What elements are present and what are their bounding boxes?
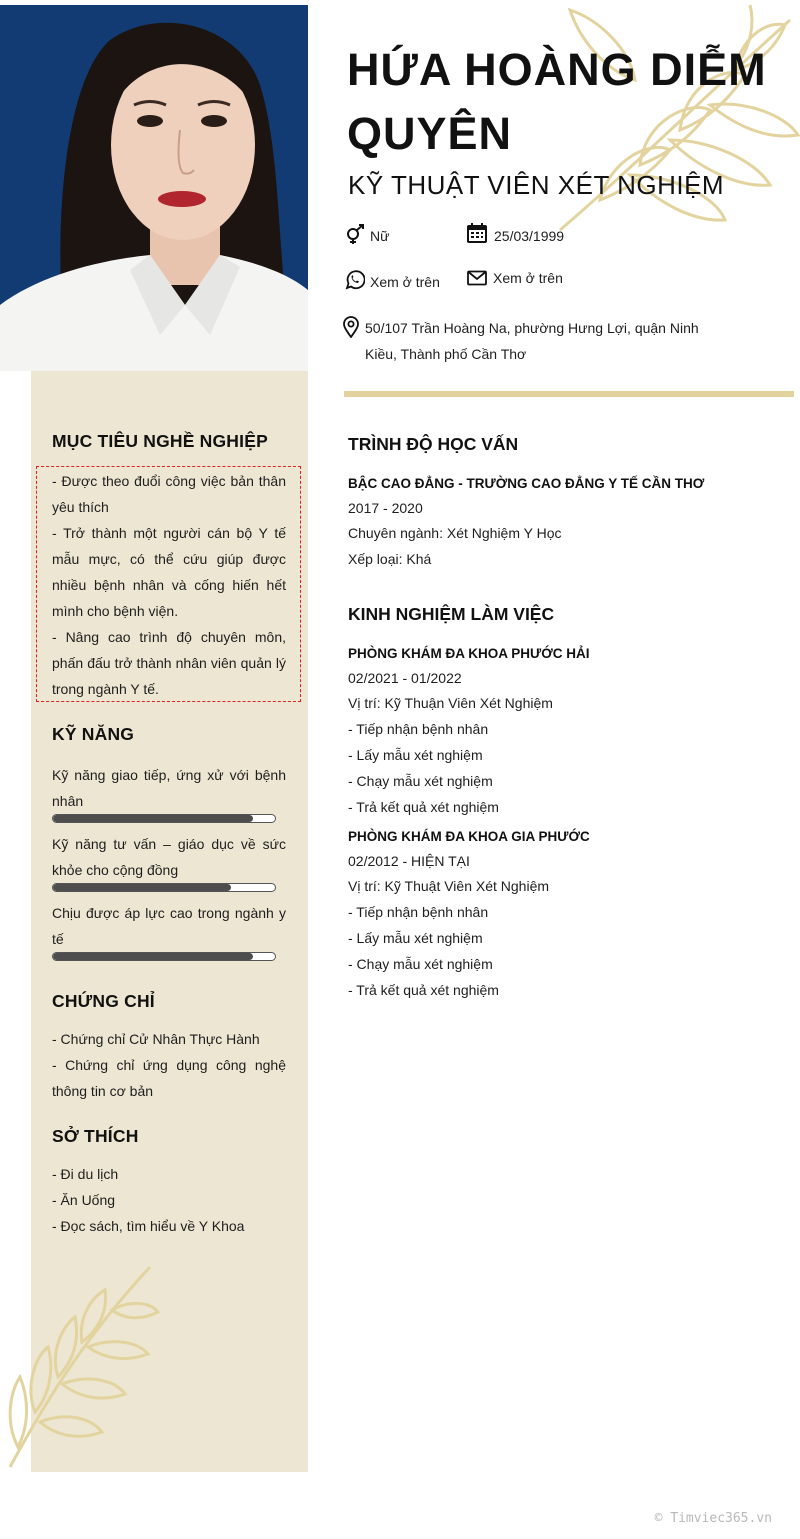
skill-label: Kỹ năng giao tiếp, ứng xử với bệnh nhân [52, 767, 286, 809]
hobby-item: - Đọc sách, tìm hiểu về Y Khoa [52, 1218, 245, 1234]
certificate-item: - Chứng chỉ Cử Nhân Thực Hành [52, 1031, 260, 1047]
education-major: Chuyên ngành: Xét Nghiệm Y Học [348, 525, 562, 541]
job-task: - Tiếp nhận bệnh nhân [348, 904, 489, 920]
certificate-item: - Chứng chỉ ứng dụng công nghệ thông tin cơ bản [52, 1057, 286, 1099]
birthdate-value: 25/03/1999 [494, 228, 565, 244]
job-period: 02/2012 - HIỆN TẠI [348, 853, 470, 869]
job-task: - Trả kết quả xét nghiệm [348, 982, 499, 998]
skill-label: Kỹ năng tư vấn – giáo dục về sức khỏe cho cộng đồng [52, 836, 286, 878]
job-title: KỸ THUẬT VIÊN XÉT NGHIỆM [348, 170, 725, 200]
job-task: - Chạy mẫu xét nghiệm [348, 956, 493, 972]
education-grade: Xếp loại: Khá [348, 551, 432, 567]
email-value: Xem ở trên [493, 270, 563, 286]
job-task: - Lấy mẫu xét nghiệm [348, 747, 483, 763]
job-company: PHÒNG KHÁM ĐA KHOA PHƯỚC HẢI [348, 646, 590, 661]
watermark: © Timviec365.vn [654, 1511, 772, 1526]
objective-line: - Trở thành một người cán bộ Y tế mẫu mực, có thể cứu giúp được nhiều bệnh nhân và cống hiến hết mình cho bệnh viện. [52, 525, 286, 619]
job-task: - Lấy mẫu xét nghiệm [348, 930, 483, 946]
leaf-decoration-bottom [0, 1262, 160, 1472]
job-tasks [348, 716, 499, 820]
skill-bar-fill [53, 953, 253, 960]
job-task: - Chạy mẫu xét nghiệm [348, 773, 493, 789]
calendar-icon [467, 223, 487, 243]
skill-bar [52, 883, 276, 892]
profile-photo [0, 5, 308, 371]
objective-line: - Nâng cao trình độ chuyên môn, phấn đấu trở thành nhân viên quản lý trong ngành Y tế. [52, 629, 286, 697]
address-value: 50/107 Trần Hoàng Na, phường Hưng Lợi, quận Ninh Kiều, Thành phố Cần Thơ [365, 320, 699, 362]
skill-bar [52, 814, 276, 823]
location-icon [343, 316, 359, 338]
skill-bar-fill [53, 815, 253, 822]
job-task: - Tiếp nhận bệnh nhân [348, 721, 489, 737]
skill-bar-fill [53, 884, 231, 891]
objective-line: - Được theo đuổi công việc bản thân yêu thích [52, 473, 286, 515]
objective-title: MỤC TIÊU NGHỀ NGHIỆP [52, 431, 268, 451]
skills-title: KỸ NĂNG [52, 724, 135, 744]
job-position: Vị trí: Kỹ Thuật Viên Xét Nghiệm [348, 878, 550, 894]
phone-icon [344, 269, 365, 290]
hobby-item: - Ăn Uống [52, 1192, 116, 1208]
certificates-text [52, 1026, 286, 1104]
job-period: 02/2021 - 01/2022 [348, 670, 462, 686]
candidate-name: HỨA HOÀNG DIỄM QUYÊN [347, 44, 767, 159]
skill-label: Chịu được áp lực cao trong ngành y tế [52, 905, 286, 947]
gender-value: Nữ [370, 228, 390, 244]
phone-value: Xem ở trên [370, 274, 440, 290]
education-title: TRÌNH ĐỘ HỌC VẤN [348, 434, 519, 454]
skill-bar [52, 952, 276, 961]
certificates-title: CHỨNG CHỈ [52, 991, 155, 1011]
header-divider [344, 391, 794, 397]
job-task: - Trả kết quả xét nghiệm [348, 799, 499, 815]
hobby-item: - Đi du lịch [52, 1166, 119, 1182]
education-period: 2017 - 2020 [348, 500, 423, 516]
objective-text [52, 468, 286, 702]
email-icon [467, 270, 487, 286]
gender-icon [344, 223, 366, 245]
experience-title: KINH NGHIỆM LÀM VIỆC [348, 604, 555, 624]
job-position: Vị trí: Kỹ Thuận Viên Xét Nghiệm [348, 695, 553, 711]
education-school: BẬC CAO ĐẲNG - TRƯỜNG CAO ĐẲNG Y TẾ CẦN THƠ [348, 476, 705, 491]
job-tasks [348, 899, 499, 1003]
hobbies-text [52, 1161, 286, 1239]
hobbies-title: SỞ THÍCH [52, 1126, 139, 1146]
job-company: PHÒNG KHÁM ĐA KHOA GIA PHƯỚC [348, 829, 590, 844]
